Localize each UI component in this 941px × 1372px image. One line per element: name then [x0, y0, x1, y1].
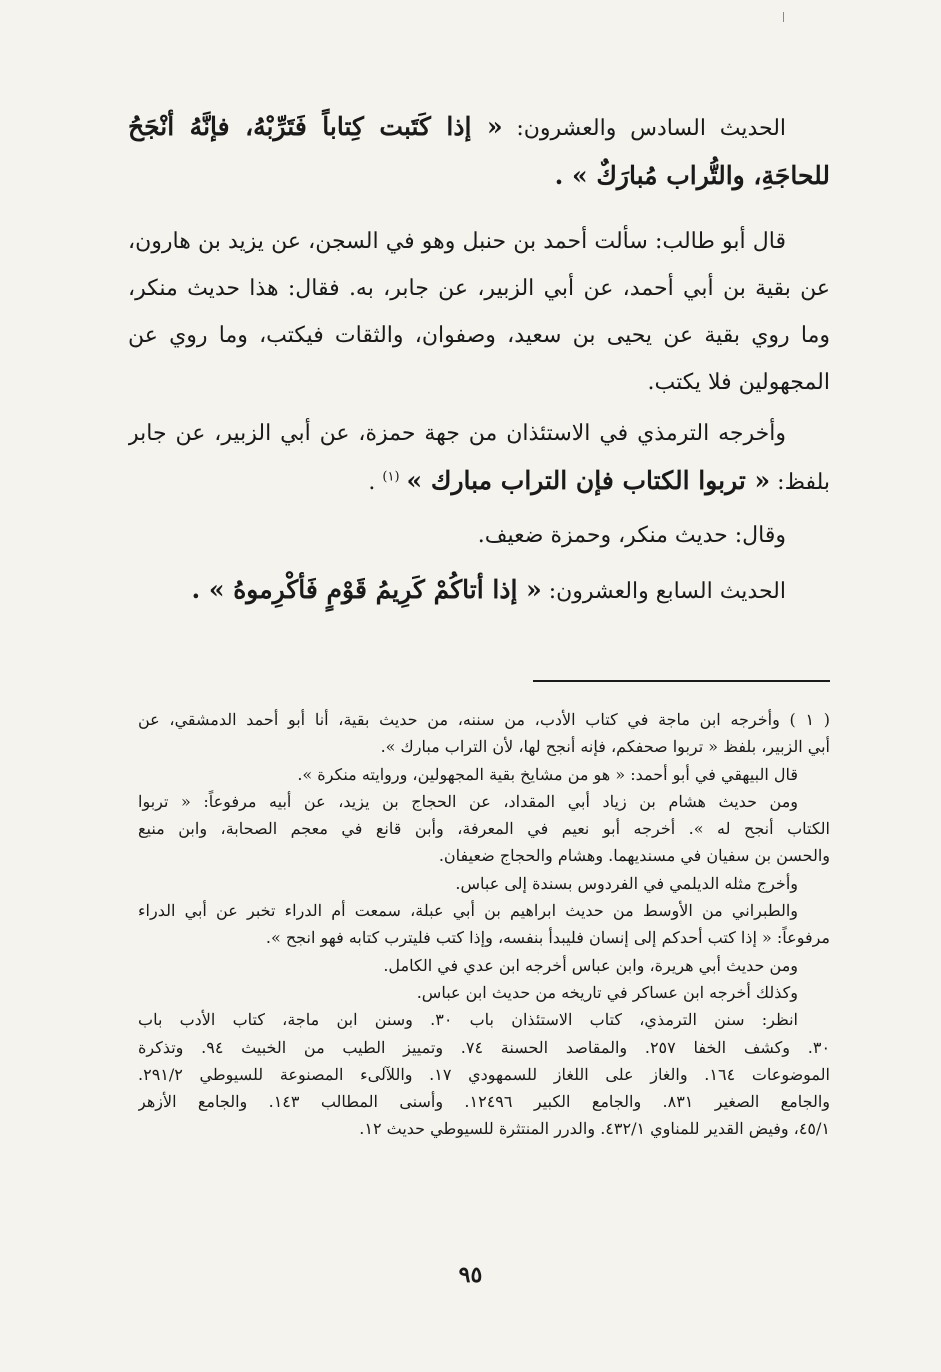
hadith-27-paragraph [128, 566, 830, 615]
footnote-line: مرفوعاً: « إذا كتب أحدكم إلى إنسان فليبدأ بنفسه، وإذا كتب فليترب كتابه فهو انجح ». [265, 928, 830, 948]
footnote-line: وكذلك أخرجه ابن عساكر في تاريخه من حديث ابن عباس. [416, 982, 798, 1002]
footnote-line: ٤٥/١، وفيض القدير للمناوي ٤٣٢/١. والدرر المنتثرة للسيوطي حديث ١٢. [359, 1119, 830, 1139]
hadith-26-paragraph [128, 103, 830, 201]
abu-talib-paragraph [128, 218, 830, 406]
hadith-27-line [128, 566, 830, 615]
hadith-27-heading: الحديث السابع والعشرون: [541, 579, 786, 604]
footnote-line: والحسن بن سفيان في مسنديهما. وهشام والحجاج ضعيفان. [438, 846, 830, 866]
tirmidhi-lafz-label: بلفظ: [770, 470, 830, 495]
tirmidhi-line-1: وأخرجه الترمذي في الاستئذان من جهة حمزة، عن أبي الزبير، عن جابر [128, 421, 786, 446]
footnote-line: ( ١ ) وأخرجه ابن ماجة في كتاب الأدب، من سننه، من حديث بقية، أنا أبو أحمد الدمشقي، عن [138, 710, 830, 729]
page-number: ٩٥ [458, 1262, 483, 1288]
footnote-line: ومن حديث هشام بن زياد أبي المقداد، عن الحجاج بن يزيد، عن أبيه مرفوعاً: « تربوا [138, 791, 799, 811]
footnote-line: أبي الزبير، بلفظ « تربوا صحفكم، فإنه أنجح لها، لأن التراب مبارك ». [380, 737, 830, 757]
hadith-26-quote-part-1: « إذا كَتَبت كِتاباً فَتَرِّبْهُ، فإنَّهُ أنْجَحُ [128, 112, 503, 141]
hadith-26-line-2 [128, 152, 830, 201]
tirmidhi-paragraph [128, 410, 830, 506]
hadith-26-heading: الحديث السادس والعشرون: [502, 116, 787, 141]
tirmidhi-quote: « تربوا الكتاب فإن التراب مبارك » [406, 466, 771, 495]
margin-mark [783, 12, 784, 22]
munkar-paragraph [128, 512, 830, 559]
footnote-line: والجامع الصغير ٨٣١. والجامع الكبير ١٢٤٩٦. وأسنى المطالب ١٤٣. والجامع الأزهر [138, 1092, 830, 1112]
hadith-27-quote: « إذا أتاكُمْ كَرِيمُ قَوْمٍ فَأكْرِموهُ » . [191, 575, 542, 604]
footnote-line: ومن حديث أبي هريرة، وابن عباس أخرجه ابن عدي في الكامل. [383, 955, 798, 975]
footnote-reference[interactable]: (١) [382, 469, 400, 485]
footnote-line: والطبراني من الأوسط من حديث ابراهيم بن أبي عبلة، سمعت أم الدراء تخبر عن أبي الدراء [138, 901, 798, 921]
footnote-line: الكتاب أنجح له ». أخرجه أبو نعيم في المعرفة، وأبن قانع في معجم الصحابة، وابن منيع [138, 819, 830, 839]
abu-talib-line-3: وما روي بقية عن يحيى بن سعيد، وصفوان، والثقات فيكتب، وما روي عن [128, 323, 830, 348]
abu-talib-line-4: المجهولين فلا يكتب. [647, 370, 830, 395]
abu-talib-line-2: عن بقية بن أبي أحمد، عن أبي الزبير، عن جابر، به. فقال: هذا حديث منكر، [128, 276, 830, 301]
footnote-separator [533, 680, 830, 682]
tirmidhi-line-end: . [368, 470, 383, 495]
munkar-line: وقال: حديث منكر، وحمزة ضعيف. [477, 523, 786, 548]
footnote-line: وأخرج مثله الديلمي في الفردوس بسندة إلى عباس. [455, 873, 798, 893]
footnotes-block [138, 706, 830, 1143]
footnote-line: الموضوعات ١٦٤. والغاز على اللغاز للسمهودي ١٧. واللآلىء المصنوعة للسيوطي ٢٩١/٢. [138, 1064, 830, 1084]
tirmidhi-line-2 [128, 457, 830, 506]
hadith-26-line-1 [128, 103, 830, 152]
footnote-line: ٣٠. وكشف الخفا ٢٥٧. والمقاصد الحسنة ٧٤. وتمييز الطيب من الخبيث ٩٤. وتذكرة [138, 1037, 830, 1057]
footnote-line: قال البيهقي في أبو أحمد: « هو من مشايخ بقية المجهولين، وروايته منكرة ». [297, 764, 798, 784]
hadith-26-quote-part-2: للحاجَةِ، والتُّراب مُبارَكٌ » . [554, 161, 830, 190]
footnote-line: انظر: سنن الترمذي، كتاب الاستئذان باب ٣٠. وسنن ابن ماجة، كتاب الأدب باب [138, 1010, 798, 1030]
abu-talib-line-1: قال أبو طالب: سألت أحمد بن حنبل وهو في السجن، عن يزيد بن هارون، [128, 229, 786, 254]
